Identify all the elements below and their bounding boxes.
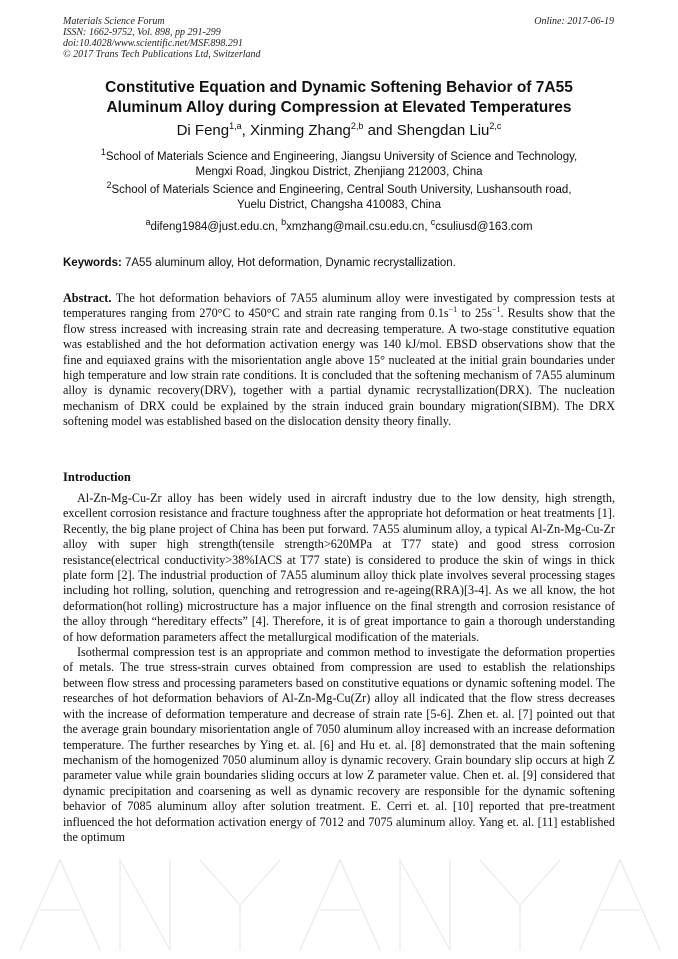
author-name: Xinming Zhang (249, 122, 351, 139)
issn-line: ISSN: 1662-9752, Vol. 898, pp 291-299 (63, 27, 221, 38)
journal-name: Materials Science Forum (63, 16, 165, 27)
abstract (63, 291, 615, 430)
watermark-pattern (0, 840, 678, 959)
affiliation-line: School of Materials Science and Engineering, Jiangsu University of Science and Technology, (105, 151, 578, 163)
abstract-label: Abstract. (63, 291, 112, 305)
author-affiliation-mark: 2,b (350, 121, 364, 131)
email-mark: b (281, 217, 287, 228)
email-separator: , (424, 221, 431, 233)
abstract-text: The hot deformation behaviors of 7A55 aluminum alloy were investigated by compression tests at temperatures ranging from 270°C to 450°C and strain rate ranging from 0.1s (63, 291, 615, 321)
author-separator: and (363, 122, 397, 139)
email-mark: c (430, 217, 436, 228)
author-affiliation-mark: 1,a (229, 121, 242, 131)
introduction-body (63, 491, 615, 845)
paragraph: Al-Zn-Mg-Cu-Zr alloy has been widely used in aircraft industry due to the low density, high strength, excellent corrosion resistance and fracture toughness after the appropriate hot deformation or heat treatments [1]. Recently, the big plane project of China has been put forward. 7A55 aluminum alloy, a typical Al-Zn-Mg-Cu-Zr alloy with super high strength(tensile strength>620MPa at T77 state) and good stress corrosion resistance(electrical conductivity>38%IACS at T77 state) is considered to produce the skin of wings in thick plate form [2]. The industrial production of 7A55 aluminum alloy thick plate involves several processing stages including hot rolling, solution, quenching and retrogression and re-ageing(RRA)[3-4]. As we all know, the hot deformation(hot rolling) microstructure has a major influence on the final strength and corrosion resistance of the alloy through “hereditary effects” [4]. Therefore, it is of great importance to gain a thorough understanding of how deformation parameters affect the metallurgical modification of the materials. (63, 491, 615, 644)
section-heading-introduction: Introduction (63, 470, 131, 484)
affiliation-2 (60, 180, 618, 213)
keywords (63, 256, 623, 271)
title-line-2: Aluminum Alloy during Compression at Elevated Temperatures (106, 99, 572, 116)
affiliation-line: School of Materials Science and Engineering, Central South University, Lushansouth road, (111, 184, 572, 196)
author-separator: , (241, 122, 250, 139)
abstract-text: . Results show that the flow stress increased with increasing strain rate and decreasing temperature. A two-stage constitutive equation was established and the hot deformation activation energy was 140 kJ/mol. EBSD observations show that the fine and equiaxed grains with the misorientation angle above 15° nucleated at the initial grain boundaries under high temperature and low strain rate conditions. It is concluded that the softening mechanism of 7A55 aluminum alloy is dynamic recovery(DRV), together with a partial dynamic recrystallization(DRX). The nucleation mechanism of DRX could be explained by the strain induced grain boundary migration(SIBM). The DRX softening model was established based on the dislocation density theory finally. (63, 306, 615, 429)
affiliation-line: Yuelu District, Changsha 410083, China (237, 199, 441, 211)
author-affiliation-mark: 2,c (489, 121, 502, 131)
keywords-text: 7A55 aluminum alloy, Hot deformation, Dynamic recrystallization. (121, 257, 456, 269)
affiliation-mark: 2 (106, 180, 112, 191)
affiliation-mark: 1 (100, 147, 106, 158)
paper-title (40, 78, 638, 118)
email-address[interactable]: difeng1984@just.edu.cn (150, 221, 275, 233)
affiliation-line: Mengxi Road, Jingkou District, Zhenjiang 212003, China (195, 166, 483, 178)
copyright-line: © 2017 Trans Tech Publications Ltd, Switzerland (63, 49, 261, 60)
author-name: Di Feng (176, 122, 230, 139)
abstract-text: to 25s (457, 306, 492, 321)
journal-header (63, 16, 261, 60)
author-list (40, 121, 638, 141)
author-name: Shengdan Liu (396, 122, 490, 139)
doi-line[interactable]: doi:10.4028/www.scientific.net/MSF.898.291 (63, 38, 243, 49)
paragraph: Isothermal compression test is an appropriate and common method to investigate the deformation properties of metals. The true stress-strain curves obtained from compression are used to establish the relationships between flow stress and processing parameters based on constitutive equations or dynamic softening model. The researches of hot deformation behaviors of Al-Zn-Mg-Cu(Zr) alloy all indicated that the flow stress decreases with the increase of deformation temperature and decrease of strain rate [5-6]. Zhen et. al. [7] pointed out that the average grain boundary misorientation angle of 7050 aluminum alloy increased with an increase deformation temperature. The further researches by Ying et. al. [6] and Hu et. al. [8] demonstrated that the main softening mechanism of the homogenized 7050 aluminum alloy is dynamic recovery. Grain boundary slip occurs at high Z parameter value while grain boundaries sliding occurs at low Z parameter value. Chen et. al. [9] considered that dynamic precipitation and coarsening as well as dynamic recovery are responsible for the dynamic softening behavior of 7085 aluminum alloy after solution treatment. E. Cerri et. al. [10] reported that pre-treatment influenced the hot deformation activation energy of 7012 and 7075 aluminum alloy. Yang et. al. [11] established the optimum (63, 645, 615, 844)
title-line-1: Constitutive Equation and Dynamic Softening Behavior of 7A55 (105, 79, 573, 96)
affiliation-1 (60, 147, 618, 180)
online-date: Online: 2017-06-19 (534, 16, 614, 27)
email-list (40, 217, 638, 235)
email-address[interactable]: csuliusd@163.com (435, 221, 533, 233)
keywords-label: Keywords: (63, 257, 122, 269)
email-address[interactable]: xmzhang@mail.csu.edu.cn (286, 221, 425, 233)
abstract-exponent: −1 (491, 305, 501, 315)
email-separator: , (274, 221, 282, 233)
email-mark: a (145, 217, 151, 228)
abstract-exponent: −1 (448, 305, 458, 315)
